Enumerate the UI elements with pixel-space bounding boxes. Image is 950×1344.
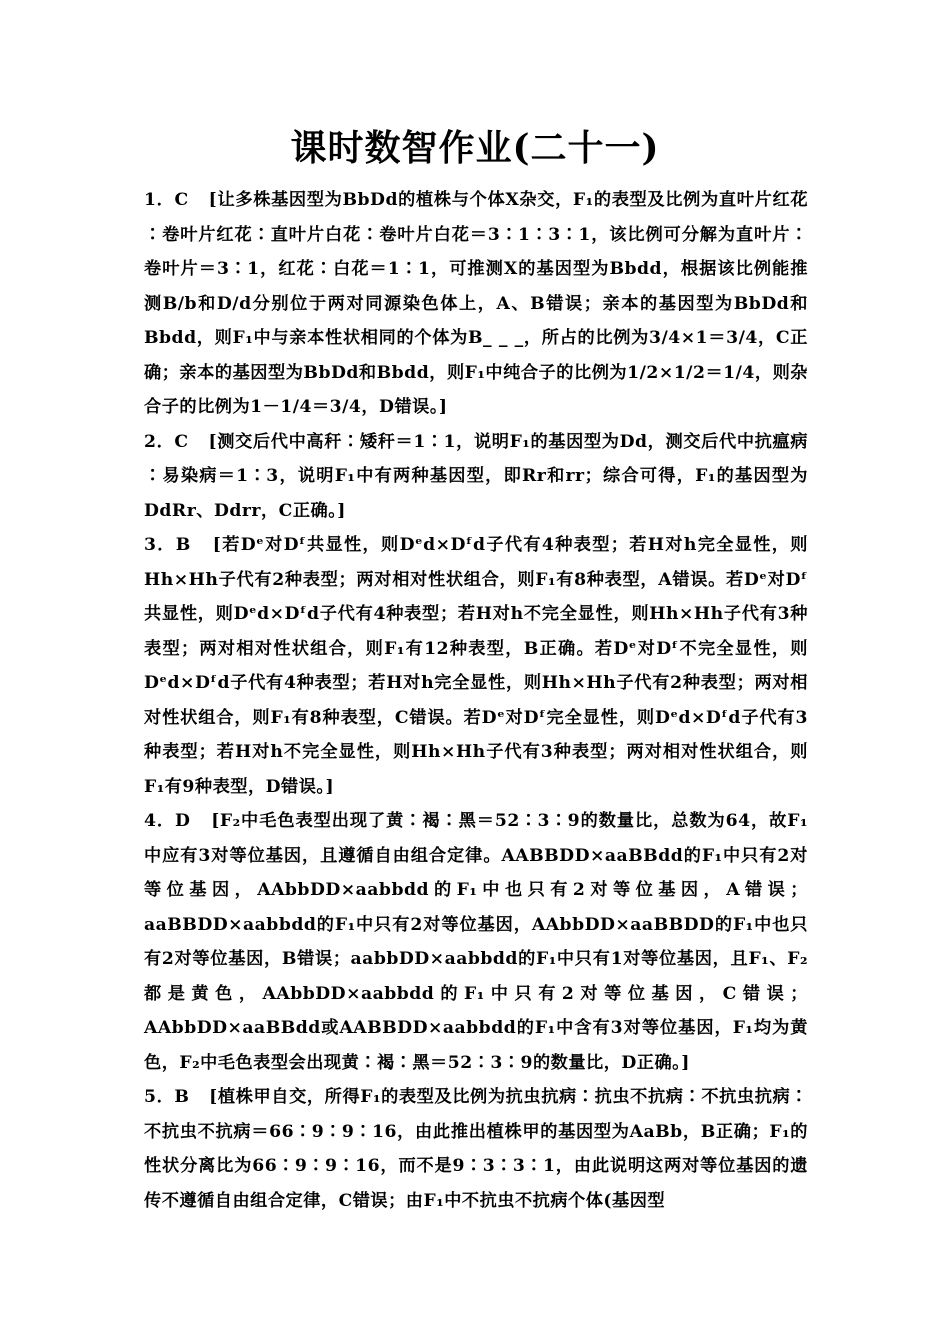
answer-number: 5．B — [144, 1087, 190, 1107]
answer-item — [144, 425, 808, 529]
answer-text: [测交后代中高秆∶矮秆＝1∶1，说明F₁的基因型为Dd，测交后代中抗瘟病∶易染病＝1∶3，说明F₁中有两种基因型，即Rr和rr；综合可得，F₁的基因型为DdRr、Ddrr，C正确。] — [144, 431, 808, 521]
answer-number: 2．C — [144, 431, 189, 452]
answer-text: [让多株基因型为BbDd的植株与个体X杂交，F₁的表型及比例为直叶片红花∶卷叶片红花∶直叶片白花∶卷叶片白花＝3∶1∶3∶1，该比例可分解为直叶片∶卷叶片＝3∶1，红花∶白花＝1∶1，可推测X的基因型为Bbdd，根据该比例能推测B/b和D/d分别位于两对同源染色体上，A、B错误；亲本的基因型为BbDd和Bbdd，则F₁中与亲本性状相同的个体为B_ _ _，所占的比例为3/4×1＝3/4，C正确；亲本的基因型为BbDd和Bbdd，则F₁中纯合子的比例为1/2×1/2＝1/4，则杂合子的比例为1－1/4＝3/4，D错误。] — [144, 190, 809, 417]
answer-list — [144, 183, 808, 1218]
answer-number: 1．C — [144, 190, 189, 210]
answer-item — [144, 804, 808, 1080]
answer-item — [144, 528, 808, 804]
answer-item — [144, 183, 808, 425]
answer-item — [144, 1080, 808, 1218]
answer-text: [若Dᵉ对Dᶠ共显性，则Dᵉd×Dᶠd子代有4种表型；若H对h完全显性，则Hh×Hh子代有2种表型；两对相对性状组合，则F₁有8种表型，A错误。若Dᵉ对Dᶠ共显性，则Dᵉd×Dᶠd子代有4种表型；若H对h不完全显性，则Hh×Hh子代有3种表型；两对相对性状组合，则F₁有12种表型，B正确。若Dᵉ对Dᶠ不完全显性，则Dᵉd×Dᶠd子代有4种表型；若H对h完全显性，则Hh×Hh子代有2种表型；两对相对性状组合，则F₁有8种表型，C错误。若Dᵉ对Dᶠ完全显性，则Dᵉd×Dᶠd子代有3种表型；若H对h不完全显性，则Hh×Hh子代有3种表型；两对相对性状组合，则F₁有9种表型，D错误。] — [144, 535, 808, 797]
page-title: 课时数智作业(二十一) — [290, 127, 660, 169]
answer-text: [植株甲自交，所得F₁的表型及比例为抗虫抗病∶抗虫不抗病∶不抗虫抗病∶不抗虫不抗病＝66∶9∶9∶16，由此推出植株甲的基因型为AaBb，B正确；F₁的性状分离比为66∶9∶9∶16，而不是9∶3∶3∶1，由此说明这两对等位基因的遗传不遵循自由组合定律，C错误；由F₁中不抗虫不抗病个体(基因型 — [144, 1087, 808, 1211]
answer-number: 4．D — [144, 811, 191, 831]
answer-number: 3．B — [144, 535, 191, 555]
answer-text: [F₂中毛色表型出现了黄∶褐∶黑＝52∶3∶9的数量比，总数为64，故F₁中应有3对等位基因，且遵循自由组合定律。AABBDD×aaBBdd的F₁中只有2对等位基因，AAbbDD×aabbdd的F₁中也只有2对等位基因，A错误；aaBBDD×aabbdd的F₁中只有2对等位基因，AAbbDD×aaBBDD的F₁中也只有2对等位基因，B错误；aabbDD×aabbdd的F₁中只有1对等位基因，且F₁、F₂都是黄色，AAbbDD×aabbdd的F₁中只有2对等位基因，C错误；AAbbDD×aaBBdd或AABBDD×aabbdd的F₁中含有3对等位基因，F₁均为黄色，F₂中毛色表型会出现黄∶褐∶黑＝52∶3∶9的数量比，D正确。] — [144, 811, 808, 1073]
